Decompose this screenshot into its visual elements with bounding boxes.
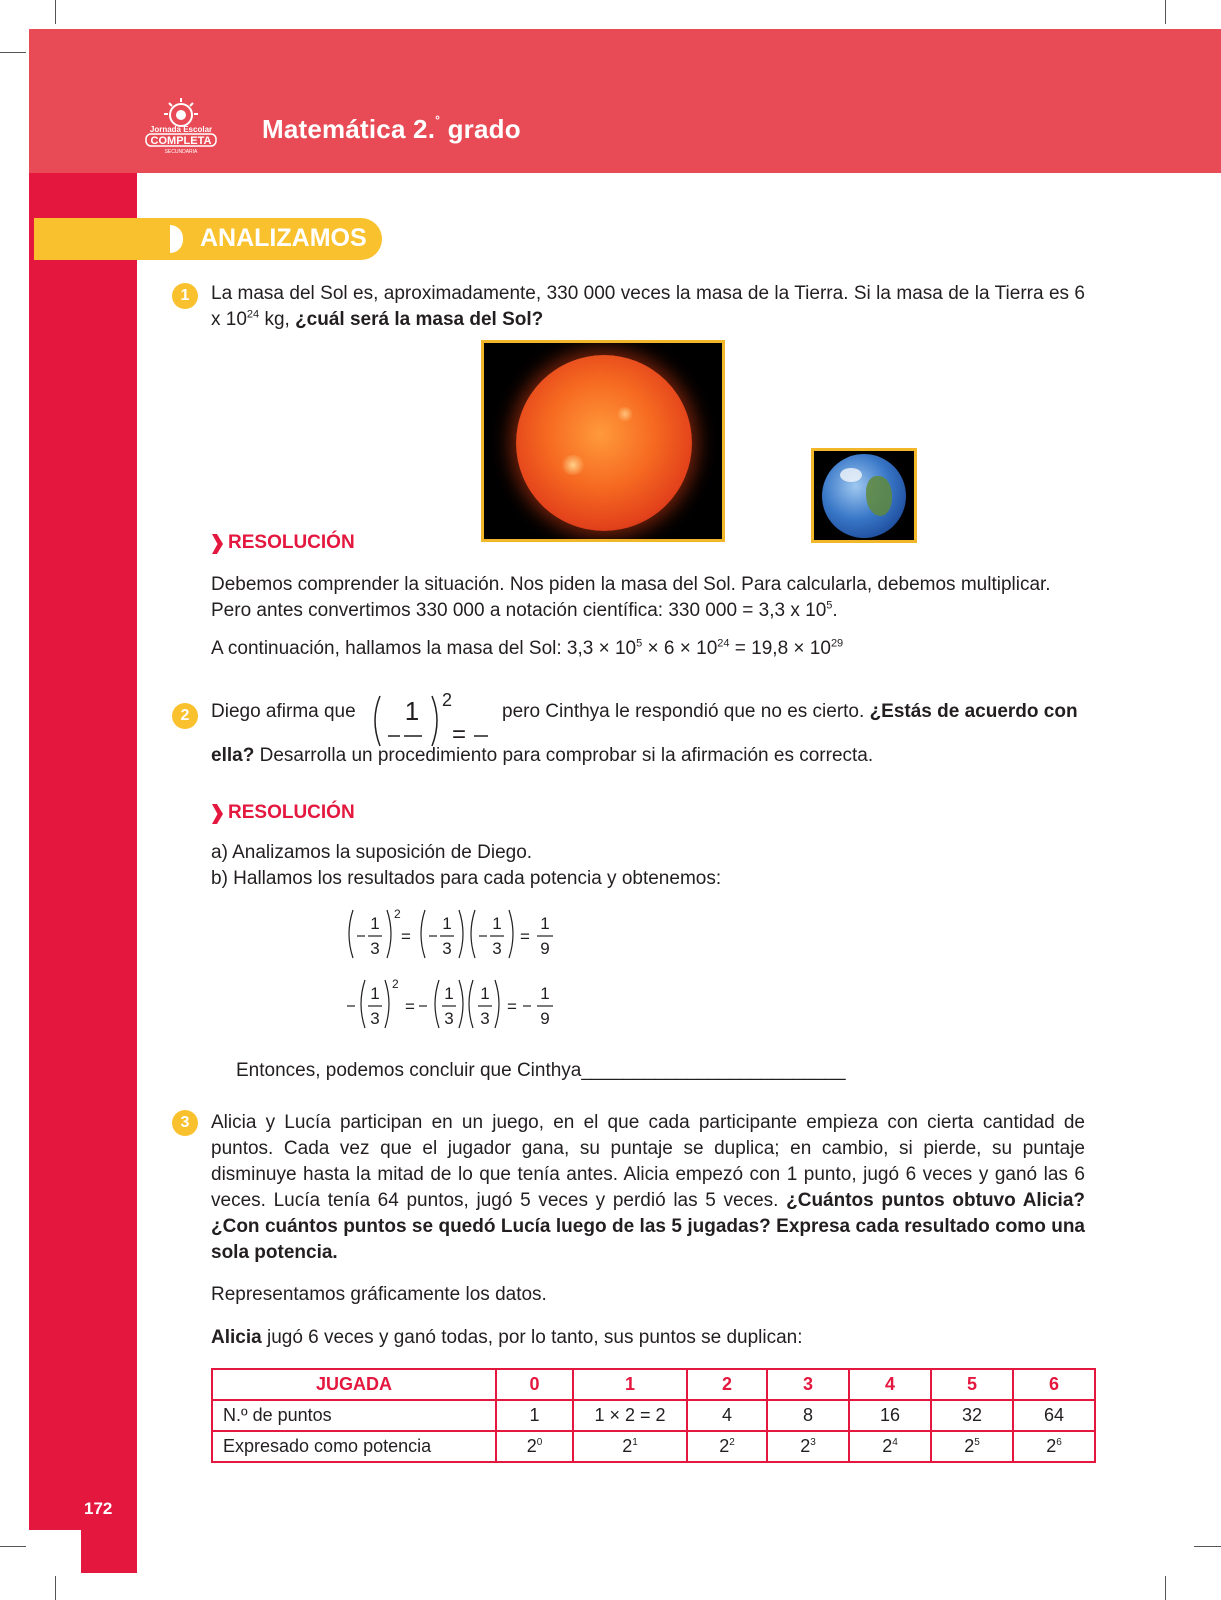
power-base: 2 [1046, 1436, 1057, 1456]
p2-step-a: a) Analizamos la suposición de Diego. [211, 842, 533, 863]
table-cell: 16 [849, 1400, 931, 1431]
table-row [212, 1400, 1095, 1431]
sun-disc [516, 355, 692, 531]
eq1-res-den: 9 [540, 939, 550, 958]
table-cell: 8 [767, 1400, 849, 1431]
earth-image [811, 448, 917, 543]
jornada-escolar-logo [142, 95, 220, 155]
eq-sign: = [405, 997, 415, 1016]
power-exp: 6 [1056, 1437, 1062, 1448]
table-cell [767, 1431, 849, 1462]
logo-line3: SECUNDARIA [164, 149, 198, 155]
eq2-den: 3 [370, 1009, 380, 1028]
p1-text-b: kg, [259, 309, 296, 330]
table-header-cell: 1 [573, 1369, 687, 1400]
table-header-cell: 5 [931, 1369, 1013, 1400]
p1-res-text: Debemos comprender la situación. Nos piden la masa del Sol. Para calcularla, debemos multiplicar. Pero antes convertimos 330 000 a notación científica: 330 000 = 3,3 x 10 [211, 574, 1051, 621]
problem-1-text [211, 281, 1085, 333]
sun-image [481, 340, 725, 542]
crop-mark [1165, 0, 1166, 24]
table-cell: 1 [496, 1400, 573, 1431]
power-exp: 4 [892, 1437, 898, 1448]
table-cell: 64 [1013, 1400, 1095, 1431]
sun-flare [616, 407, 634, 421]
title-main: Matemática 2. [262, 114, 436, 144]
eq2-f2-num: 1 [480, 984, 490, 1003]
title-degree: ° [435, 113, 441, 127]
eq2-f1-num: 1 [444, 984, 454, 1003]
power-base: 2 [964, 1436, 975, 1456]
p1-question: ¿cuál será la masa del Sol? [295, 309, 544, 330]
logo-line1: Jornada Escolar [149, 125, 213, 134]
p1-exp: 24 [246, 308, 260, 321]
power-exp: 3 [810, 1437, 816, 1448]
p1-res2-b: × 6 × 10 [642, 638, 718, 659]
table-header-cell: JUGADA [212, 1369, 496, 1400]
crop-mark [1194, 1546, 1221, 1547]
earth-globe [822, 454, 906, 538]
p1-res2-e1: 5 [636, 637, 643, 650]
resolution-heading: RESOLUCIÓN [228, 532, 355, 553]
title-suffix: grado [447, 114, 521, 144]
eq1-den: 3 [370, 939, 380, 958]
page-title [262, 113, 521, 145]
eq2-f2-den: 3 [480, 1009, 490, 1028]
eq1-num: 1 [370, 914, 380, 933]
crop-mark [0, 52, 26, 53]
table-cell [849, 1431, 931, 1462]
power-base: 2 [719, 1436, 730, 1456]
table-cell [496, 1431, 573, 1462]
eq-sign: = [507, 997, 517, 1016]
p1-res-exp: 5 [826, 599, 833, 612]
section-label: ANALIZAMOS [200, 224, 367, 252]
equation-2 [345, 974, 575, 1036]
page-number: 172 [84, 1499, 113, 1518]
table-header-cell: 0 [496, 1369, 573, 1400]
crop-mark [55, 0, 56, 24]
problem-3-text [211, 1110, 1085, 1266]
eq2-num: 1 [370, 984, 380, 1003]
earth-cloud [840, 468, 862, 482]
eq2-res-num: 1 [540, 984, 550, 1003]
p3-alicia-line [211, 1325, 803, 1351]
eq-sign: = [401, 927, 411, 946]
p1-res2-c: = 19,8 × 10 [729, 638, 831, 659]
problem-number: 2 [172, 703, 198, 729]
formula-exponent: 2 [442, 692, 453, 710]
eq1-f1-den: 3 [442, 939, 452, 958]
eq-sign: = [520, 927, 530, 946]
problem-number: 3 [172, 1110, 198, 1136]
formula-numerator: 1 [404, 696, 420, 726]
crop-mark [0, 1546, 26, 1547]
resolution-chevron-icon [212, 804, 223, 824]
table-header-cell: 2 [687, 1369, 767, 1400]
crop-mark [1165, 1576, 1166, 1600]
p2-question-b: ella? [211, 745, 255, 766]
eq1-f2-den: 3 [492, 939, 502, 958]
p2-text-c [211, 743, 1091, 769]
p3-question: ¿Cuántos puntos obtuvo Alicia? ¿Con cuántos puntos se quedó Lucía luego de las 5 jugadas? Expresa cada resultado como una sola potencia. [211, 1190, 1085, 1263]
p2-text-c-span: Desarrolla un procedimiento para comprobar si la afirmación es correcta. [254, 745, 874, 766]
formula-equals: = [452, 721, 467, 748]
resolution-chevron-icon [212, 534, 223, 554]
crop-mark [55, 1576, 56, 1600]
earth-land [866, 476, 892, 516]
alicia-name: Alicia [211, 1327, 262, 1348]
p1-resolution-line1 [211, 572, 1091, 624]
p3-text-span: Alicia y Lucía participan en un juego, en el que cada participante empieza con cierta cantidad de puntos. Cada vez que el jugador gana, su puntaje se duplica; en cambio, si pierde, su puntaje disminuye hasta la mitad de lo que tenía antes. Alicia empezó con 1 punto, jugó 6 veces y ganó las 6 veces. Lucía tenía 64 puntos, jugó 5 veces y perdió las 5 veces. [211, 1112, 1085, 1211]
problem-number: 1 [172, 283, 198, 309]
eq2-exp: 2 [392, 977, 399, 991]
table-header-cell: 4 [849, 1369, 931, 1400]
power-exp: 2 [729, 1437, 735, 1448]
equation-1 [345, 904, 575, 966]
p2-conclusion: Entonces, podemos concluir que Cinthya_________________________ [236, 1060, 846, 1081]
table-cell [687, 1431, 767, 1462]
p2-text-b [502, 699, 1085, 725]
eq2-res-den: 9 [540, 1009, 550, 1028]
table-header-row [212, 1369, 1095, 1400]
alicia-text: jugó 6 veces y ganó todas, por lo tanto, sus puntos se duplican: [261, 1327, 803, 1348]
p2-text-a: Diego afirma que [211, 701, 356, 722]
table-cell [1013, 1431, 1095, 1462]
p1-res2-e2: 24 [717, 637, 730, 650]
power-exp: 0 [536, 1437, 543, 1448]
table-cell: 32 [931, 1400, 1013, 1431]
p3-representation: Representamos gráficamente los datos. [211, 1284, 547, 1305]
table-cell [931, 1431, 1013, 1462]
power-base: 2 [800, 1436, 811, 1456]
p1-res-end: . [832, 600, 838, 621]
power-base: 2 [526, 1436, 537, 1456]
resolution-heading: RESOLUCIÓN [228, 802, 355, 823]
power-base: 2 [622, 1436, 633, 1456]
table-cell: N.º de puntos [212, 1400, 496, 1431]
p2-question-a: ¿Estás de acuerdo con [869, 701, 1078, 722]
eq1-exp: 2 [394, 907, 401, 921]
left-sidebar-band [29, 173, 137, 1573]
p2-step-b: b) Hallamos los resultados para cada potencia y obtenemos: [211, 868, 722, 889]
table-header-cell: 6 [1013, 1369, 1095, 1400]
page-number-tab [29, 1530, 81, 1573]
p1-resolution-line2 [211, 636, 1091, 662]
table-cell [573, 1431, 687, 1462]
table-row [212, 1431, 1095, 1462]
table-header-cell: 3 [767, 1369, 849, 1400]
p1-text-a: La masa del Sol es, aproximadamente, 330 000 veces la masa de la Tierra. Si la masa de la Tierra es 6 x 10 [211, 283, 1085, 330]
power-exp: 1 [632, 1437, 638, 1448]
logo-line2: COMPLETA [150, 135, 212, 147]
p2-text-b-span: pero Cinthya le respondió que no es cierto. [502, 701, 865, 722]
eq1-f1-num: 1 [442, 914, 452, 933]
table-cell: Expresado como potencia [212, 1431, 496, 1462]
p1-res2-e3: 29 [830, 637, 844, 650]
sun-flare [560, 455, 586, 475]
points-table [211, 1368, 1096, 1463]
eq1-res-num: 1 [540, 914, 550, 933]
p1-res2-a: A continuación, hallamos la masa del Sol: 3,3 × 10 [211, 638, 637, 659]
table-cell: 4 [687, 1400, 767, 1431]
eq2-f1-den: 3 [444, 1009, 454, 1028]
table-cell: 1 × 2 = 2 [573, 1400, 687, 1431]
eq1-f2-num: 1 [492, 914, 502, 933]
power-exp: 5 [974, 1437, 980, 1448]
power-base: 2 [882, 1436, 893, 1456]
